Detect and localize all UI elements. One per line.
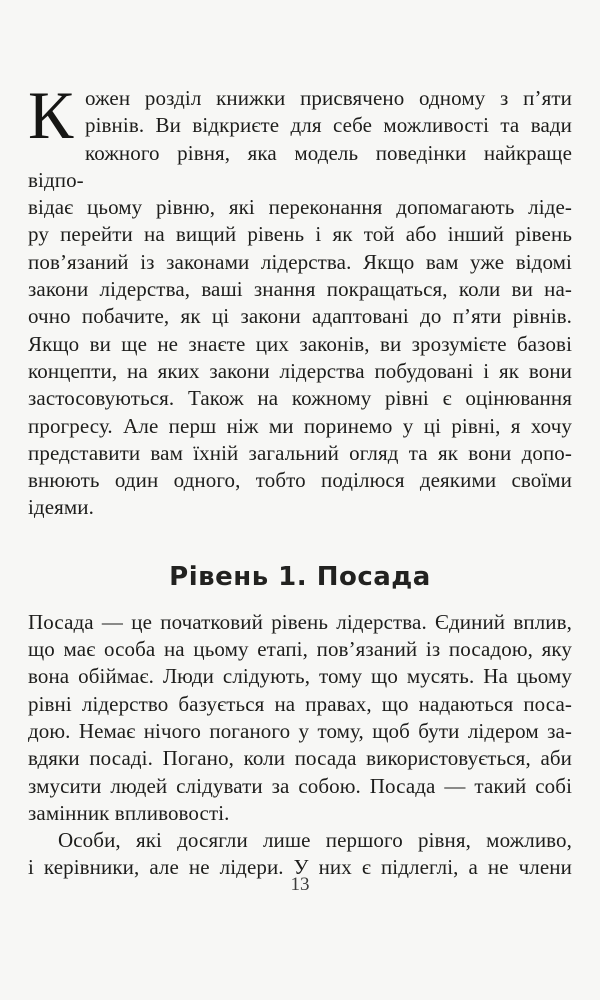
text-line: очно побачите, як ці закони адаптовані до п’яти рівнів. [28,304,572,329]
text-line: вдяки посаді. Погано, коли посада використовується, аби [28,746,572,771]
text-line: що має особа на цьому етапі, пов’язаний із посадою, яку [28,637,572,662]
text-line: ожен розділ книжки присвячено одному з п’яти [85,86,572,110]
text-line: рівнів. Ви відкриєте для себе можливості та вади [85,113,572,138]
page-number: 13 [290,874,310,895]
text-line: кожного рівня, яка модель поведінки найкраще відпо- [28,140,572,192]
chapter-heading: Рівень 1. Посада [169,561,431,592]
intro-paragraph [28,77,572,522]
text-line: закони лідерства, ваші знання покращаться, коли ви на- [28,277,572,302]
text-line: відає цьому рівню, які переконання допомагають ліде- [28,195,572,220]
text-block [28,77,572,882]
text-line: Особи, які досягли лише першого рівня, можливо, [58,828,572,853]
drop-cap: К [28,77,74,153]
section-paragraphs [28,609,572,882]
text-line: Посада — це початковий рівень лідерства. Єдиний вплив, [28,609,572,634]
text-line: замінник впливовості. [28,800,230,825]
text-line: вона обіймає. Люди слідують, тому що мусять. На цьому [28,664,572,689]
text-line: дою. Немає нічого поганого у тому, щоб бути лідером за- [28,718,572,743]
text-line: змусити людей слідувати за собою. Посада — такий собі [28,773,572,798]
text-line: прогресу. Але перш ніж ми поринемо у ці рівні, я хочу [28,413,572,438]
text-line: застосовуються. Також на кожному рівні є оцінювання [28,386,572,411]
text-line: ру перейти на вищий рівень і як той або інший рівень [28,222,572,247]
text-line: пов’язаний із законами лідерства. Якщо вам уже відомі [28,249,572,274]
text-line: ідеями. [28,495,94,520]
text-line: рівні лідерство базується на правах, що надаються поса- [28,691,572,716]
text-line: і керівники, але не лідери. У них є підлеглі, а не члени [28,855,572,880]
text-line: концепти, на яких закони лідерства побудовані і як вони [28,358,572,383]
paragraph [28,609,572,827]
text-line: внюють один одного, тобто поділюся деякими своїми [28,468,572,493]
text-line: представити вам їхній загальний огляд та як вони допо- [28,440,572,465]
text-line: Якщо ви ще не знаєте цих законів, ви зрозумієте базові [28,331,572,356]
